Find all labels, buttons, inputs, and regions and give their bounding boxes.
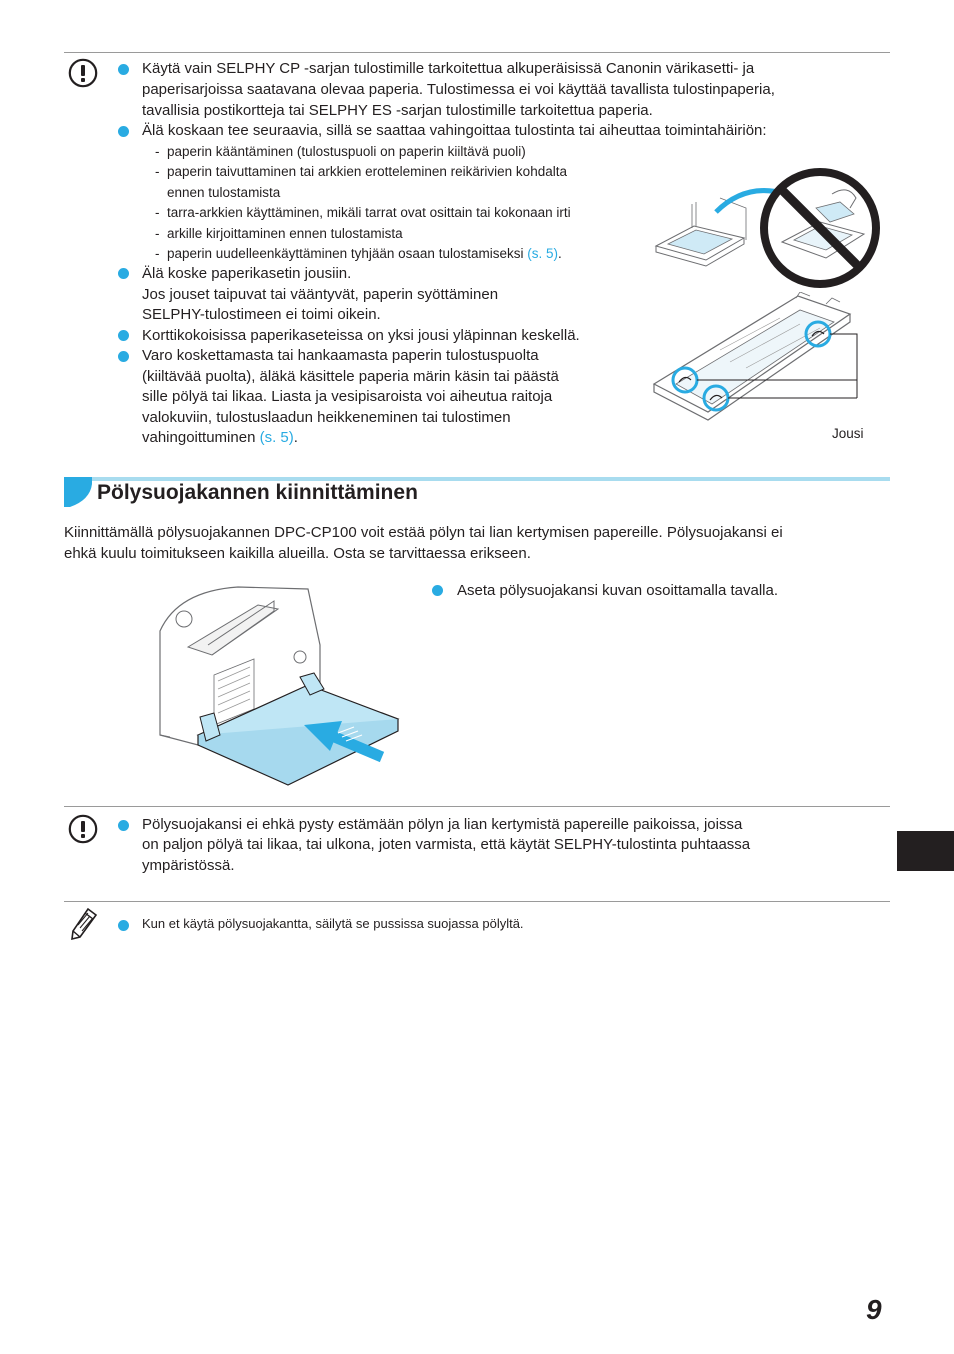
caution1-b5-line5: vahingoittuminen (s. 5). <box>142 429 298 446</box>
caution1-b3-line2: Jos jouset taipuvat tai vääntyvät, paperin syöttäminen <box>142 286 499 303</box>
bullet <box>118 351 129 362</box>
section-step: Aseta pölysuojakansi kuvan osoittamalla tavalla. <box>457 582 779 599</box>
caution1-d5-text: paperin uudelleenkäyttäminen tyhjään osaan tulostamiseksi <box>167 246 524 261</box>
bullet <box>118 268 129 279</box>
note-text: Kun et käytä pölysuojakantta, säilytä se pussissa suojassa pölyltä. <box>142 916 524 931</box>
caution1-d5: paperin uudelleenkäyttäminen tyhjään osaan tulostamiseksi (s. 5). <box>167 246 562 261</box>
caution1-b2: Älä koskaan tee seuraavia, sillä se saattaa vahingoittaa tulostinta tai aiheuttaa toimintahäiriön: <box>142 122 767 139</box>
bullet <box>432 585 443 596</box>
caution1-b5-line2: (kiiltävää puolta), äläkä käsittele paperia märin käsin tai päästä <box>142 368 559 385</box>
caution1-d4: arkille kirjoittaminen ennen tulostamista <box>167 226 403 241</box>
page-number: 9 <box>866 1294 882 1325</box>
caution1-b1-line2: paperisarjoissa saatavana olevaa paperia. Tulostimessa ei voi käyttää tavallista tulostinpaperia, <box>142 81 775 98</box>
dash: - <box>155 164 160 179</box>
caution1-b3-line3: SELPHY-tulostimeen ei toimi oikein. <box>142 306 381 323</box>
section-intro-line1: Kiinnittämällä pölysuojakannen DPC-CP100 voit estää pölyn tai lian kertymisen papereille. Pölysuojakansi ei <box>64 524 783 541</box>
page-link[interactable]: (s. 5) <box>259 429 294 446</box>
note-rule <box>64 901 890 902</box>
caution1-b5-line4: valokuviin, tulostuslaadun heikkeneminen tai tulostimen <box>142 409 511 426</box>
dash: - <box>155 246 160 261</box>
caution-icon <box>68 58 98 88</box>
section-intro-line2: ehkä kuulu toimitukseen kaikilla alueilla. Osta se tarvittaessa erikseen. <box>64 545 531 562</box>
caution2-rule <box>64 806 890 807</box>
bullet <box>118 64 129 75</box>
caution1-b3-line1: Älä koske paperikasetin jousiin. <box>142 265 352 282</box>
bullet <box>118 330 129 341</box>
caution1-d3: tarra-arkkien käyttäminen, mikäli tarrat ovat osittain tai kokonaan irti <box>167 205 571 220</box>
bullet <box>118 920 129 931</box>
caution1-d2-line2: ennen tulostamista <box>167 185 281 200</box>
caution1-b4: Korttikokoisissa paperikaseteissa on yksi jousi yläpinnan keskellä. <box>142 327 580 344</box>
spring-label: Jousi <box>832 426 864 441</box>
caution2-line1: Pölysuojakansi ei ehkä pysty estämään pölyn ja lian kertymistä papereille paikoissa, joissa <box>142 816 743 833</box>
caution1-d1: paperin kääntäminen (tulostuspuoli on paperin kiiltävä puoli) <box>167 144 526 159</box>
caution1-b5-line1: Varo koskettamasta tai hankaamasta paperin tulostuspuolta <box>142 347 539 364</box>
bullet <box>118 126 129 137</box>
dash: - <box>155 205 160 220</box>
cassette-prohibited-illustration <box>650 168 882 290</box>
caution1-d2-line1: paperin taivuttaminen tai arkkien erotteleminen reikärivien kohdalta <box>167 164 567 179</box>
chapter-tab <box>897 831 954 871</box>
caution1-b5-line3: sille pölyä tai likaa. Liasta ja vesipisaroista voi aiheutua raitoja <box>142 388 553 405</box>
caution2-line2: on paljon pölyä tai likaa, tai ulkona, joten varmista, että käytät SELPHY-tulostinta puhtaassa <box>142 836 751 853</box>
caution1-b1-line1: Käytä vain SELPHY CP -sarjan tulostimille tarkoitettua alkuperäisissä Canonin värikasetti- ja <box>142 60 755 77</box>
top-rule <box>64 52 890 53</box>
dash: - <box>155 144 160 159</box>
dash: - <box>155 226 160 241</box>
caution1-b5-text: vahingoittuminen <box>142 429 256 446</box>
caution-icon <box>68 814 98 844</box>
cassette-springs-illustration <box>650 292 862 432</box>
caution2-line3: ympäristössä. <box>142 857 235 874</box>
printer-dust-cover-illustration <box>158 585 414 791</box>
section-title: Pölysuojakannen kiinnittäminen <box>97 481 418 504</box>
bullet <box>118 820 129 831</box>
pencil-icon <box>70 907 98 941</box>
caution1-b1-line3: tavallisia postikortteja tai SELPHY ES -sarjan tulostimille tarkoitettua paperia. <box>142 102 653 119</box>
page-link[interactable]: (s. 5) <box>527 246 559 261</box>
